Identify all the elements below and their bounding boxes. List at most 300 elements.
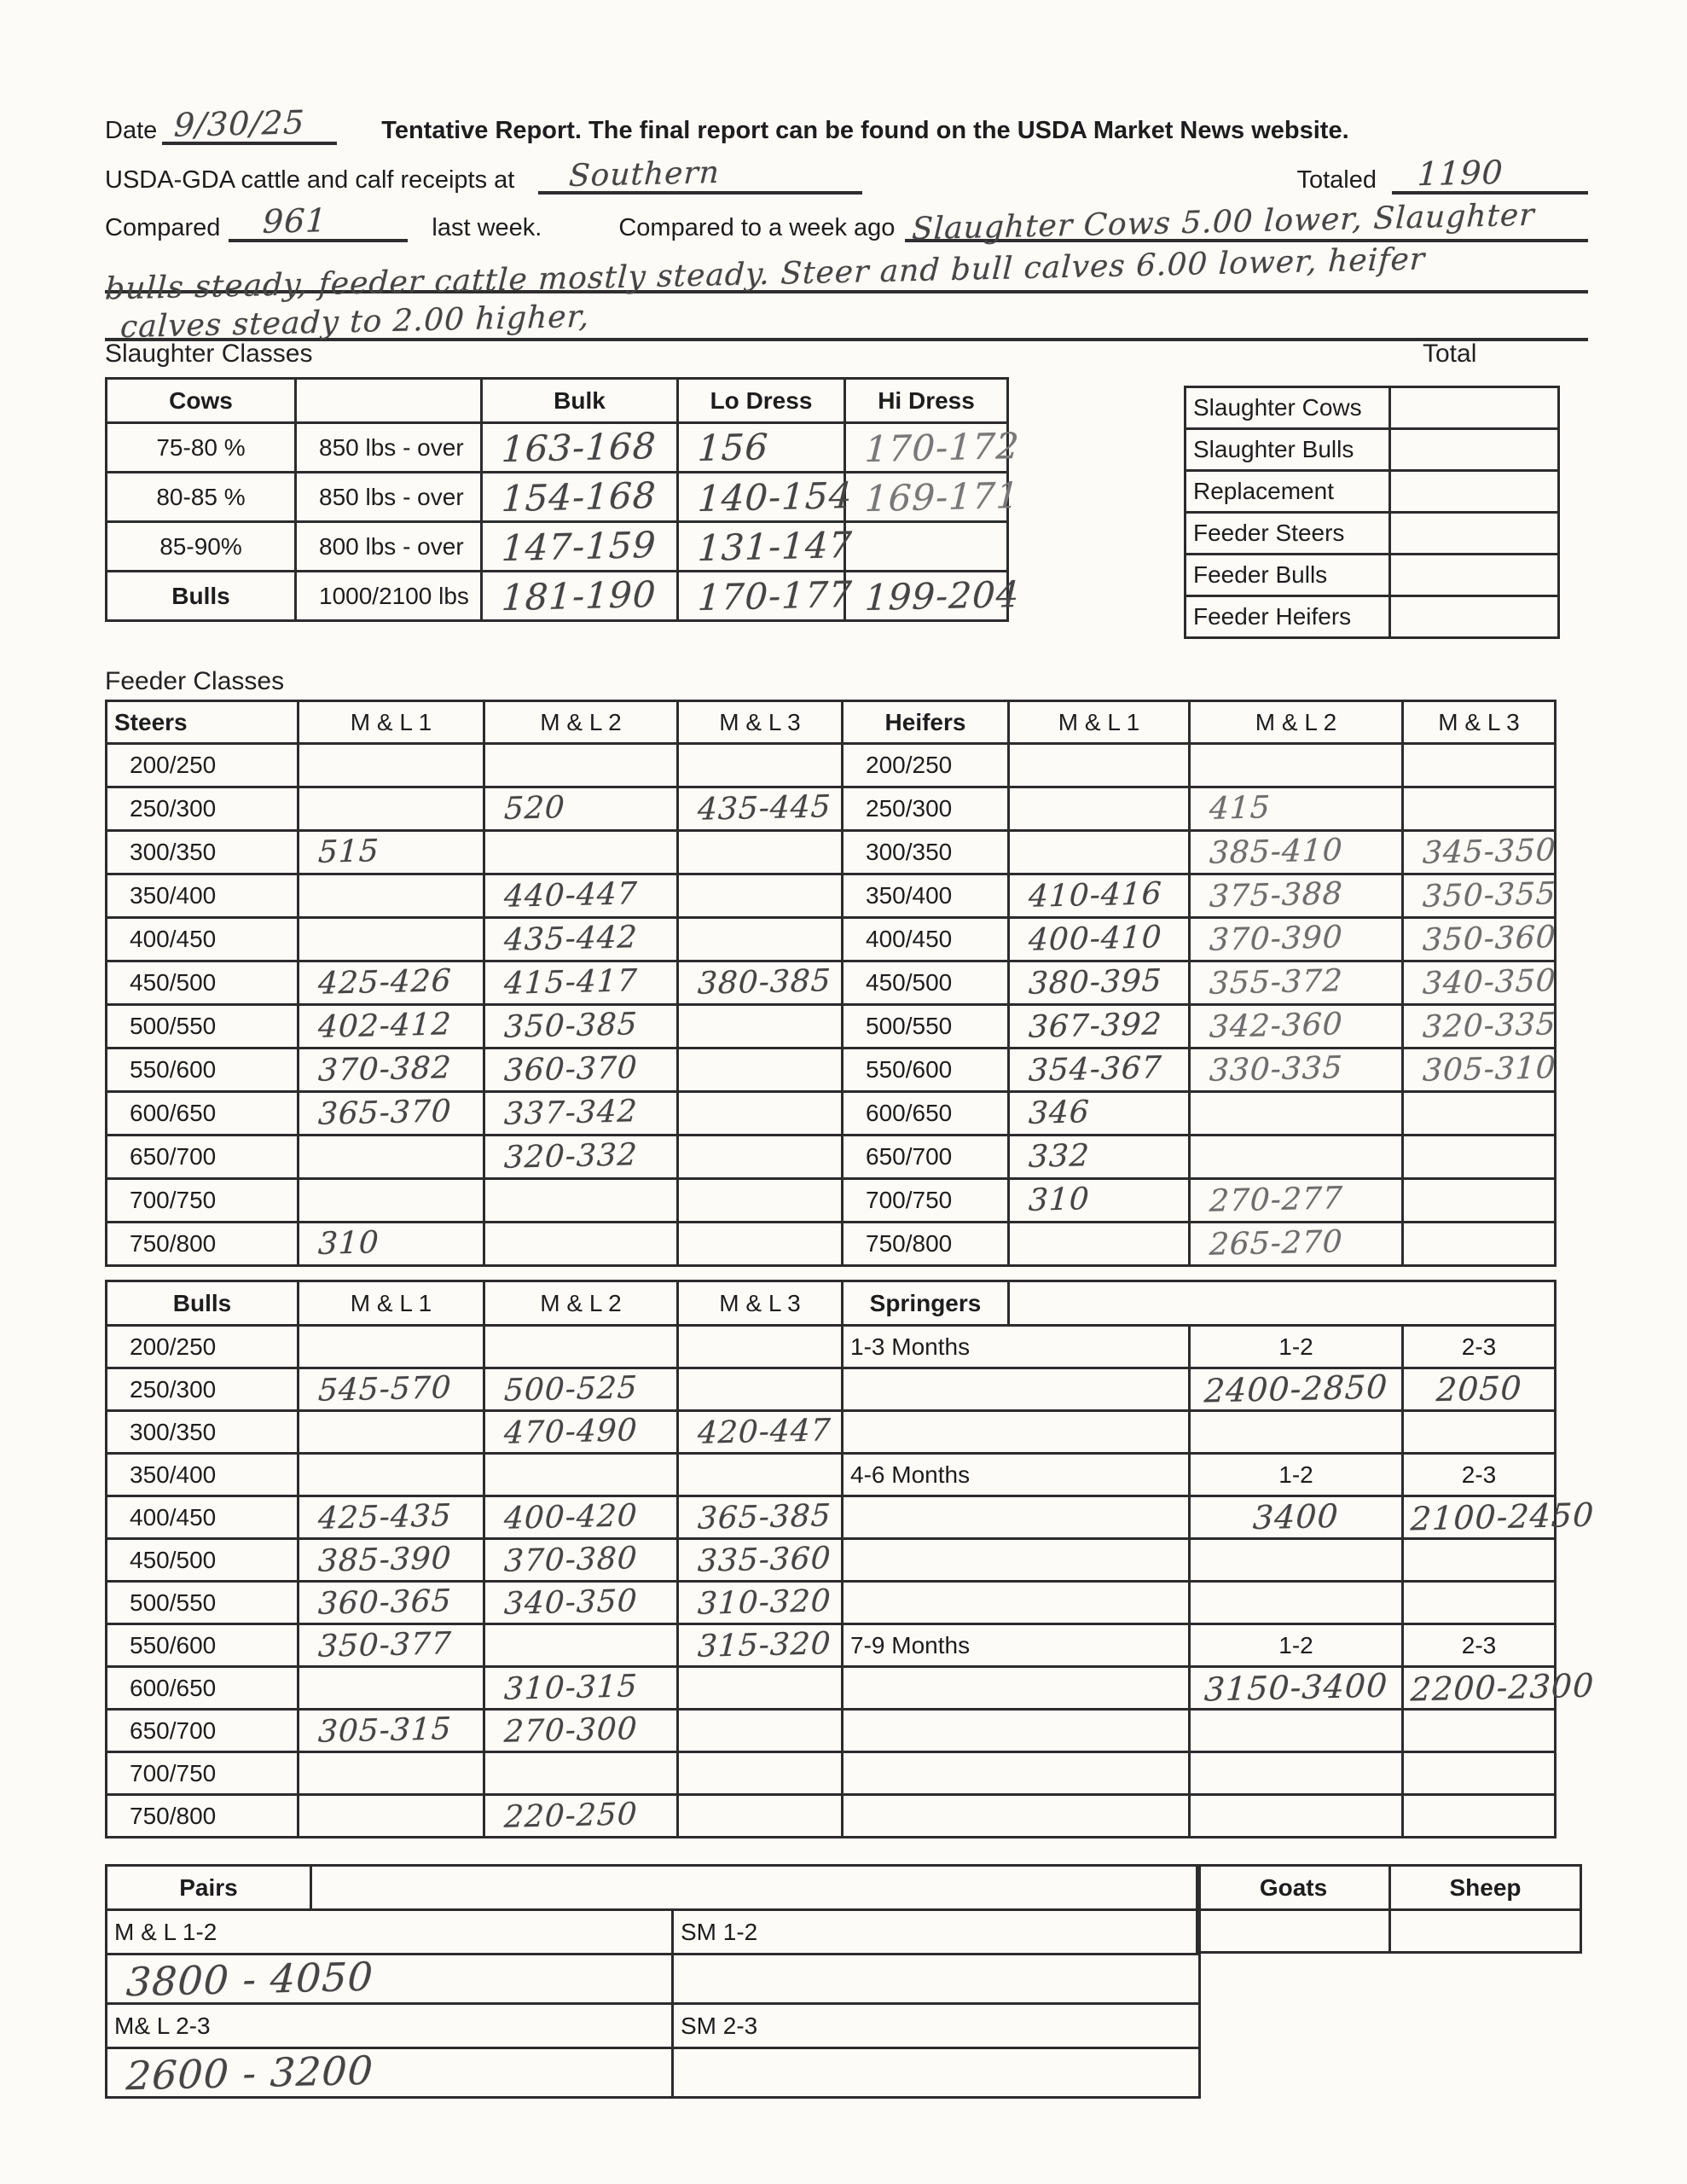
price-cell: 470-490 [484, 1411, 678, 1454]
pairs-row [107, 1910, 1200, 1955]
springer-group-label: 1-3 Months [843, 1326, 1190, 1368]
empty-cell [1190, 744, 1403, 787]
totaled-label: Totaled [1296, 166, 1377, 194]
empty-cell [1009, 1281, 1556, 1326]
empty-cell [1403, 1710, 1556, 1752]
col-header-blank [296, 379, 482, 423]
weight-cell: 200/250 [843, 744, 1009, 787]
price-cell: 310-320 [678, 1582, 843, 1624]
price-cell: 337-342 [484, 1092, 678, 1136]
price-cell: 346 [1009, 1092, 1190, 1136]
feeder-row [107, 831, 1556, 874]
empty-cell [678, 1368, 843, 1411]
price-cell: 305-315 [299, 1710, 484, 1752]
col-header-lo-dress: Lo Dress [678, 379, 845, 423]
weight-cell: 600/650 [107, 1667, 299, 1710]
empty-cell [484, 831, 678, 874]
bulls-row [107, 1539, 1556, 1582]
price-cell: 440-447 [484, 874, 678, 918]
price-cell: 402-412 [299, 1005, 484, 1048]
weight-cell: 550/600 [107, 1624, 299, 1667]
col-header-ml2: M & L 2 [484, 701, 678, 744]
bulls-row [107, 1795, 1556, 1838]
empty-cell [299, 1136, 484, 1179]
total-label: Feeder Heifers [1186, 596, 1390, 638]
springer-grade-header: 1-2 [1190, 1454, 1403, 1496]
empty-cell [843, 1795, 1190, 1838]
price-cell: 415-417 [484, 961, 678, 1005]
empty-cell [843, 1496, 1190, 1539]
total-label: Replacement [1186, 471, 1390, 513]
empty-cell [299, 1667, 484, 1710]
feeder-row [107, 1092, 1556, 1136]
springer-price-cell: 2050 [1403, 1368, 1556, 1411]
weight-cell: 650/700 [107, 1136, 299, 1179]
comparison-line-3-wrap [105, 293, 1588, 346]
empty-cell [678, 1223, 843, 1266]
comparison-line-2: bulls steady, feeder cattle mostly steady. Steer and bull calves 6.00 lower, heifer [104, 241, 1426, 307]
springer-price-cell: 3150-3400 [1190, 1667, 1403, 1710]
goats-sheep-row [1197, 1910, 1581, 1953]
receipts-line [105, 150, 1588, 195]
weight-cell: 200/250 [107, 744, 299, 787]
springer-grade-header: 2-3 [1403, 1326, 1556, 1368]
price-cell: 360-370 [484, 1048, 678, 1092]
total-value-cell [1390, 513, 1559, 555]
price-cell: 340-350 [1403, 961, 1556, 1005]
weight-cell: 700/750 [107, 1179, 299, 1223]
empty-cell [1009, 831, 1190, 874]
empty-cell [1190, 1752, 1403, 1795]
bulls-row [107, 1582, 1556, 1624]
col-header-ml3: M & L 3 [678, 701, 843, 744]
comparison-line-1: Slaughter Cows 5.00 lower, Slaughter [911, 197, 1536, 247]
grade-cell: 75-80 % [107, 423, 296, 473]
pairs-class-label: M& L 2-3 [107, 2004, 673, 2048]
price-cell: 355-372 [1190, 961, 1403, 1005]
price-cell: 400-410 [1009, 918, 1190, 961]
price-cell: 350-355 [1403, 874, 1556, 918]
pairs-class-label: SM 1-2 [673, 1910, 1200, 1955]
weight-cell: 350/400 [107, 874, 299, 918]
price-cell: 330-335 [1190, 1048, 1403, 1092]
springer-price-cell: 3400 [1190, 1496, 1403, 1539]
springer-group-label: 7-9 Months [843, 1624, 1190, 1667]
empty-cell [678, 1667, 843, 1710]
compared-line [105, 197, 1588, 247]
weight-cell: 500/550 [107, 1005, 299, 1048]
weight-cell: 350/400 [107, 1454, 299, 1496]
bulls-row [107, 1496, 1556, 1539]
bulls-row [107, 1368, 1556, 1411]
week-ago-label: Compared to a week ago [618, 214, 896, 241]
pairs-title-cell: Pairs [107, 1866, 311, 1910]
price-cell: 310 [1009, 1179, 1190, 1223]
weight-cell: 400/450 [843, 918, 1009, 961]
empty-cell [843, 1752, 1190, 1795]
price-cell: 335-360 [678, 1539, 843, 1582]
price-cell: 342-360 [1190, 1005, 1403, 1048]
empty-cell [1190, 1411, 1403, 1454]
receipts-location-field [538, 154, 862, 195]
slaughter-row [107, 473, 1008, 522]
empty-cell [299, 874, 484, 918]
bulls-header-row [107, 1281, 1556, 1326]
pairs-table [105, 1864, 1201, 2099]
empty-cell [1197, 1910, 1390, 1953]
totals-row [1186, 596, 1559, 638]
col-header-cows: Cows [107, 379, 296, 423]
totals-row [1186, 471, 1559, 513]
empty-cell [299, 1326, 484, 1368]
col-header-ml1: M & L 1 [299, 701, 484, 744]
empty-cell [678, 1454, 843, 1496]
springer-grade-header: 1-2 [1190, 1326, 1403, 1368]
week-ago-field [905, 197, 1588, 247]
comparison-line-3: calves steady to 2.00 higher, [119, 299, 591, 346]
feeder-row [107, 1179, 1556, 1223]
feeder-row [107, 1048, 1556, 1092]
price-cell: 360-365 [299, 1582, 484, 1624]
empty-cell [1403, 1539, 1556, 1582]
totaled-value: 1190 [1416, 153, 1504, 194]
grade-cell: 80-85 % [107, 473, 296, 522]
empty-cell [1403, 1179, 1556, 1223]
feeder-table [105, 700, 1557, 1267]
col-header-ml1: M & L 1 [1009, 701, 1190, 744]
price-cell: 385-410 [1190, 831, 1403, 874]
price-cell: 370-382 [299, 1048, 484, 1092]
total-value-cell [1390, 596, 1559, 638]
price-cell: 354-367 [1009, 1048, 1190, 1092]
bulls-row [107, 1326, 1556, 1368]
totals-row [1186, 555, 1559, 596]
price-cell: 220-250 [484, 1795, 678, 1838]
weight-cell: 350/400 [843, 874, 1009, 918]
empty-cell [678, 1136, 843, 1179]
empty-cell [484, 1179, 678, 1223]
price-cell: 370-380 [484, 1539, 678, 1582]
empty-cell [1403, 1752, 1556, 1795]
price-cell: 156 [678, 423, 845, 473]
empty-cell [1190, 1136, 1403, 1179]
comparison-line-2-wrap [104, 241, 1588, 307]
col-header-sheep: Sheep [1390, 1866, 1581, 1910]
price-cell: 350-360 [1403, 918, 1556, 961]
empty-cell [678, 1048, 843, 1092]
price-cell: 515 [299, 831, 484, 874]
weight-cell: 300/350 [107, 831, 299, 874]
weight-cell: 300/350 [107, 1411, 299, 1454]
empty-cell [678, 874, 843, 918]
weight-cell: 500/550 [843, 1005, 1009, 1048]
col-header-goats: Goats [1197, 1866, 1390, 1910]
price-cell: 170-177 [678, 572, 845, 621]
empty-cell [843, 1667, 1190, 1710]
empty-cell [1390, 1910, 1581, 1953]
springer-group-label: 4-6 Months [843, 1454, 1190, 1496]
empty-cell [1403, 1411, 1556, 1454]
pairs-class-label: SM 2-3 [673, 2004, 1200, 2048]
price-cell: 340-350 [484, 1582, 678, 1624]
goats-sheep-table [1196, 1864, 1582, 1954]
slaughter-row [107, 572, 1008, 621]
empty-cell [299, 1179, 484, 1223]
total-label: Feeder Steers [1186, 513, 1390, 555]
totals-row [1186, 513, 1559, 555]
price-cell: 435-442 [484, 918, 678, 961]
price-cell: 310 [299, 1223, 484, 1266]
empty-cell [1403, 744, 1556, 787]
weight-cell: 550/600 [107, 1048, 299, 1092]
compared-value: 961 [262, 201, 328, 241]
price-cell: 415 [1190, 787, 1403, 831]
feeder-row [107, 918, 1556, 961]
springer-price-cell: 2200-2300 [1403, 1667, 1556, 1710]
total-value-cell [1390, 387, 1559, 429]
price-cell: 367-392 [1009, 1005, 1190, 1048]
empty-cell [678, 744, 843, 787]
empty-cell [484, 1624, 678, 1667]
empty-cell [1403, 1136, 1556, 1179]
pairs-row [107, 2004, 1200, 2048]
price-cell: 380-385 [678, 961, 843, 1005]
price-cell: 345-350 [1403, 831, 1556, 874]
total-value-cell [1390, 471, 1559, 513]
bulls-row [107, 1752, 1556, 1795]
weight-cell: 700/750 [107, 1752, 299, 1795]
bulls-row [107, 1667, 1556, 1710]
price-cell: 170-172 [845, 423, 1008, 473]
pairs-price-cell: 2600 - 3200 [107, 2048, 673, 2098]
price-cell: 131-147 [678, 522, 845, 572]
date-field [162, 103, 337, 145]
empty-cell [843, 1411, 1190, 1454]
col-header-steers: Steers [107, 701, 299, 744]
price-cell: 545-570 [299, 1368, 484, 1411]
price-cell: 425-426 [299, 961, 484, 1005]
price-cell: 385-390 [299, 1539, 484, 1582]
total-value-cell [1390, 429, 1559, 471]
total-label: Slaughter Cows [1186, 387, 1390, 429]
date-value: 9/30/25 [173, 103, 306, 144]
col-header-springers: Springers [843, 1281, 1009, 1326]
receipts-label: USDA-GDA cattle and calf receipts at [105, 166, 515, 194]
totals-title: Total [1423, 340, 1477, 368]
empty-cell [299, 1411, 484, 1454]
price-cell: 320-332 [484, 1136, 678, 1179]
weight-cell: 750/800 [107, 1223, 299, 1266]
price-cell: 265-270 [1190, 1223, 1403, 1266]
price-cell: 332 [1009, 1136, 1190, 1179]
empty-cell [1009, 1223, 1190, 1266]
price-cell: 181-190 [482, 572, 678, 621]
weight-cell: 250/300 [843, 787, 1009, 831]
bulls-row [107, 1710, 1556, 1752]
price-cell: 520 [484, 787, 678, 831]
goats-sheep-header-row [1197, 1866, 1581, 1910]
weight-cell: 250/300 [107, 1368, 299, 1411]
price-cell: 163-168 [482, 423, 678, 473]
springer-grade-header: 2-3 [1403, 1624, 1556, 1667]
price-cell: 140-154 [678, 473, 845, 522]
empty-cell [1190, 1795, 1403, 1838]
slaughter-section-title: Slaughter Classes [105, 340, 313, 368]
feeder-row [107, 961, 1556, 1005]
feeder-row [107, 787, 1556, 831]
pairs-row [107, 2048, 1200, 2098]
empty-cell [678, 1752, 843, 1795]
slaughter-row [107, 522, 1008, 572]
feeder-section-title: Feeder Classes [105, 667, 285, 695]
slaughter-table [105, 377, 1021, 622]
price-cell: 320-335 [1403, 1005, 1556, 1048]
empty-cell [299, 1795, 484, 1838]
last-week-label: last week. [432, 214, 542, 241]
weight-cell: 600/650 [843, 1092, 1009, 1136]
springer-grade-header: 2-3 [1403, 1454, 1556, 1496]
price-cell: 199-204 [845, 572, 1008, 621]
empty-cell [1403, 1092, 1556, 1136]
empty-cell [678, 1179, 843, 1223]
pairs-class-label: M & L 1-2 [107, 1910, 673, 1955]
total-label: Feeder Bulls [1186, 555, 1390, 596]
empty-cell [299, 1752, 484, 1795]
empty-cell [484, 1454, 678, 1496]
slaughter-row [107, 423, 1008, 473]
weight-cell: 400/450 [107, 918, 299, 961]
price-cell: 154-168 [482, 473, 678, 522]
pairs-row [107, 1955, 1200, 2004]
col-header-ml2: M & L 2 [1190, 701, 1403, 744]
empty-cell [678, 1092, 843, 1136]
empty-cell [1190, 1710, 1403, 1752]
bulls-row [107, 1624, 1556, 1667]
col-header-ml3: M & L 3 [1403, 701, 1556, 744]
pairs-header-row [107, 1866, 1200, 1910]
price-cell: 410-416 [1009, 874, 1190, 918]
feeder-row [107, 744, 1556, 787]
empty-cell [678, 831, 843, 874]
bulls-row [107, 1411, 1556, 1454]
price-cell: 435-445 [678, 787, 843, 831]
weight-cell: 200/250 [107, 1326, 299, 1368]
price-cell: 375-388 [1190, 874, 1403, 918]
empty-cell [484, 1752, 678, 1795]
price-cell: 420-447 [678, 1411, 843, 1454]
springer-price-cell: 2400-2850 [1190, 1368, 1403, 1411]
price-cell: 380-395 [1009, 961, 1190, 1005]
empty-cell [678, 918, 843, 961]
empty-cell [1190, 1092, 1403, 1136]
empty-cell [299, 787, 484, 831]
weight-cell: 700/750 [843, 1179, 1009, 1223]
empty-cell [678, 1710, 843, 1752]
price-cell: 350-385 [484, 1005, 678, 1048]
price-cell: 315-320 [678, 1624, 843, 1667]
empty-cell [843, 1368, 1190, 1411]
col-header-bulls: Bulls [107, 1281, 299, 1326]
empty-cell [678, 1005, 843, 1048]
totals-row [1186, 387, 1559, 429]
weight-cell: 800 lbs - over [296, 522, 482, 572]
date-line [105, 101, 1588, 145]
empty-cell [843, 1539, 1190, 1582]
col-header-ml2: M & L 2 [484, 1281, 678, 1326]
slaughter-header-row [107, 379, 1008, 423]
empty-cell [673, 1955, 1200, 2004]
weight-cell: 850 lbs - over [296, 473, 482, 522]
empty-cell [299, 918, 484, 961]
price-cell: 305-310 [1403, 1048, 1556, 1092]
empty-cell [1403, 1223, 1556, 1266]
price-cell: 350-377 [299, 1624, 484, 1667]
empty-cell [678, 1326, 843, 1368]
weight-cell: 650/700 [843, 1136, 1009, 1179]
weight-cell: 450/500 [107, 961, 299, 1005]
weight-cell: 300/350 [843, 831, 1009, 874]
price-cell: 310-315 [484, 1667, 678, 1710]
weight-cell: 450/500 [107, 1539, 299, 1582]
price-cell: 400-420 [484, 1496, 678, 1539]
grade-cell: 85-90% [107, 522, 296, 572]
empty-cell [299, 744, 484, 787]
empty-cell [1403, 1795, 1556, 1838]
col-header-ml1: M & L 1 [299, 1281, 484, 1326]
bulls-row [107, 1454, 1556, 1496]
col-header-heifers: Heifers [843, 701, 1009, 744]
weight-cell: 650/700 [107, 1710, 299, 1752]
weight-cell: 850 lbs - over [296, 423, 482, 473]
totals-table [1184, 386, 1560, 639]
price-cell: 365-370 [299, 1092, 484, 1136]
empty-cell [484, 744, 678, 787]
col-header-ml3: M & L 3 [678, 1281, 843, 1326]
weight-cell: 600/650 [107, 1092, 299, 1136]
springer-price-cell: 2100-2450 [1403, 1496, 1556, 1539]
feeder-row [107, 1136, 1556, 1179]
weight-cell: 400/450 [107, 1496, 299, 1539]
springer-grade-header: 1-2 [1190, 1624, 1403, 1667]
weight-cell: 1000/2100 lbs [296, 572, 482, 621]
feeder-row [107, 1223, 1556, 1266]
feeder-row [107, 1005, 1556, 1048]
price-cell: 147-159 [482, 522, 678, 572]
weight-cell: 550/600 [843, 1048, 1009, 1092]
price-cell: 365-385 [678, 1496, 843, 1539]
bulls-springers-table [105, 1280, 1596, 1838]
weight-cell: 250/300 [107, 787, 299, 831]
price-cell: 500-525 [484, 1368, 678, 1411]
empty-cell [843, 1710, 1190, 1752]
grade-cell: Bulls [107, 572, 296, 621]
empty-cell [673, 2048, 1200, 2098]
empty-cell [484, 1223, 678, 1266]
empty-cell [1009, 744, 1190, 787]
feeder-row [107, 874, 1556, 918]
col-header-bulk: Bulk [482, 379, 678, 423]
compared-field [229, 201, 408, 242]
empty-cell [1403, 787, 1556, 831]
empty-cell [299, 1454, 484, 1496]
totals-row [1186, 429, 1559, 471]
weight-cell: 500/550 [107, 1582, 299, 1624]
date-label: Date [105, 117, 158, 144]
empty-cell [678, 1795, 843, 1838]
total-label: Slaughter Bulls [1186, 429, 1390, 471]
receipts-location-value: Southern [568, 154, 722, 195]
feeder-header-row [107, 701, 1556, 744]
